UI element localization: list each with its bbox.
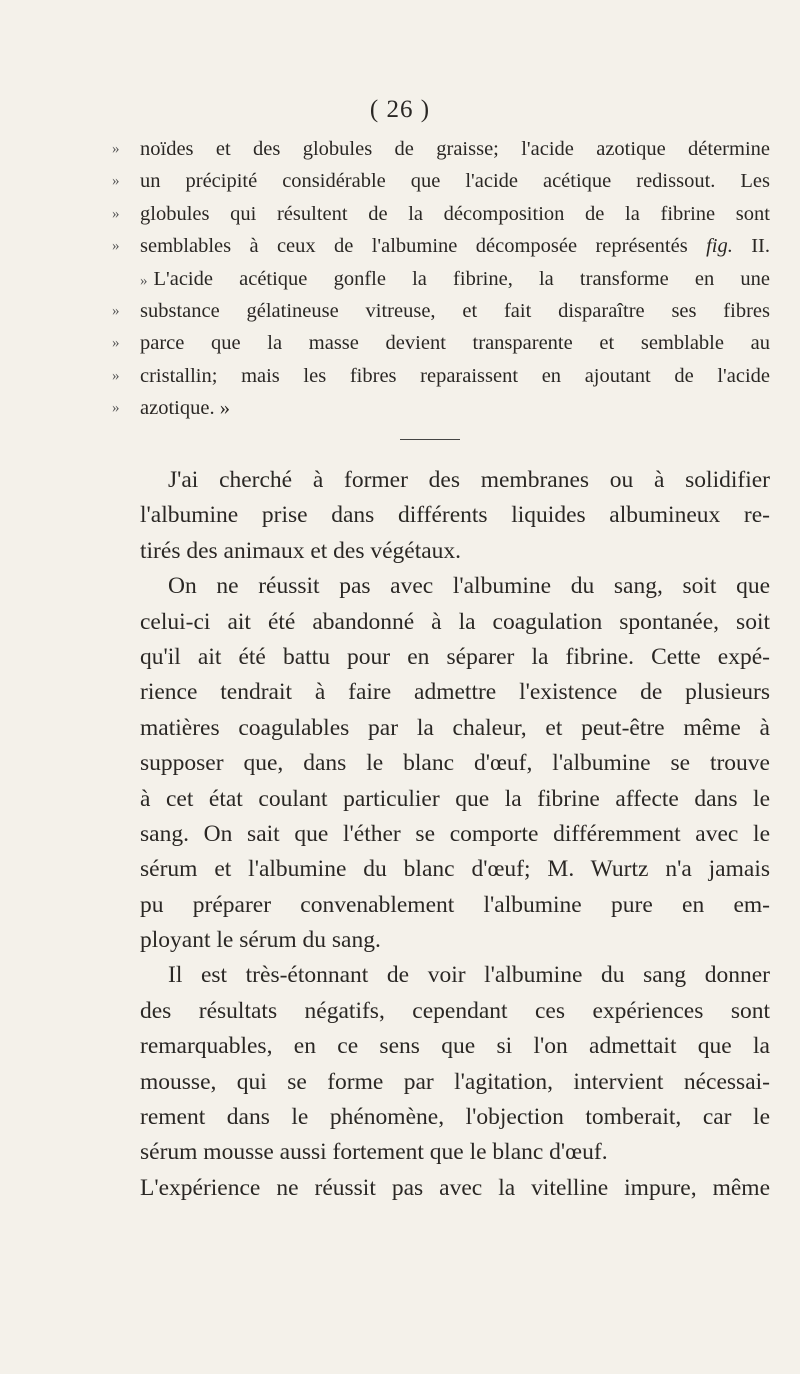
quote-line-text: parce que la masse devient transparente et semblable au [140, 332, 770, 355]
paragraph-line: tirés des animaux et des végétaux. [140, 537, 462, 564]
page-number: ( 26 ) [369, 96, 431, 123]
paragraph-line: supposer que, dans le blanc d'œuf, l'albumine se trouve [140, 750, 770, 777]
paragraph-line: qu'il ait été battu pour en séparer la fibrine. Cette expé- [140, 643, 770, 670]
quote-line [112, 327, 770, 359]
quote-line [112, 133, 770, 165]
figure-reference: fig. [706, 235, 733, 258]
paragraph-line: rement dans le phénomène, l'objection tomberait, car le [140, 1104, 770, 1131]
quote-mark: » [112, 141, 120, 157]
quote-line-text: semblables à ceux de l'albumine décomposée représentés [140, 235, 707, 258]
quote-line-text: substance gélatineuse vitreuse, et fait disparaître ses fibres [140, 299, 770, 322]
paragraph-line: mousse, qui se forme par l'agitation, intervient nécessai- [140, 1068, 770, 1095]
quote-line-text: globules qui résultent de la décomposition de la fibrine sont [140, 202, 770, 225]
quote-line [112, 230, 770, 262]
quote-line-text: azotique. » [140, 397, 230, 420]
paragraph-line: des résultats négatifs, cependant ces expériences sont [140, 997, 770, 1024]
quote-line-text: un précipité considérable que l'acide acétique redissout. Les [140, 170, 770, 193]
paragraph-line: ployant le sérum du sang. [140, 927, 381, 954]
paragraph-line: l'albumine prise dans différents liquides albumineux re- [140, 502, 770, 529]
quote-line-text: cristallin; mais les fibres reparaissent en ajoutant de l'acide [140, 364, 770, 387]
quote-line-text: L'acide acétique gonfle la fibrine, la transforme en une [153, 267, 770, 290]
quote-mark: » [112, 205, 120, 222]
quote-line [112, 198, 770, 230]
quote-line [112, 165, 770, 197]
paragraph-line: rience tendrait à faire admettre l'existence de plusieurs [140, 679, 770, 706]
paragraph-line: matières coagulables par la chaleur, et peut-être même à [140, 714, 770, 741]
quote-mark: » [140, 272, 148, 289]
paragraph-line: L'expérience ne réussit pas avec la vitelline impure, même [140, 1174, 770, 1201]
quote-line [140, 263, 770, 295]
paragraph-line: pu préparer convenablement l'albumine pure en em- [140, 891, 770, 918]
quote-line [112, 295, 770, 327]
paragraph-line: sérum et l'albumine du blanc d'œuf; M. Wurtz n'a jamais [140, 856, 770, 883]
paragraph-line: J'ai cherché à former des membranes ou à solidifier [168, 467, 770, 493]
paragraph-line: celui-ci ait été abandonné à la coagulation spontanée, soit [140, 608, 770, 635]
quote-mark: » [112, 238, 120, 255]
quote-line [112, 392, 770, 424]
quote-mark: » [112, 173, 120, 190]
quote-mark: » [112, 400, 120, 417]
quote-mark: » [112, 335, 120, 352]
quote-line [112, 360, 770, 392]
section-divider [400, 439, 460, 440]
paragraph-line: Il est très-étonnant de voir l'albumine du sang donner [168, 962, 770, 989]
paragraph-line: sang. On sait que l'éther se comporte différemment avec le [140, 820, 770, 847]
quote-mark: » [112, 302, 120, 319]
paragraph-line: sérum mousse aussi fortement que le blanc d'œuf. [140, 1139, 608, 1166]
quote-line-text: II. [732, 235, 770, 258]
quote-mark: » [112, 367, 120, 384]
paragraph-line: On ne réussit pas avec l'albumine du sang, soit que [168, 573, 770, 600]
quote-line-text: noïdes et des globules de graisse; l'acide azotique détermine [140, 138, 770, 160]
body-text [140, 463, 770, 1206]
paragraph-line: à cet état coulant particulier que la fibrine affecte dans le [140, 785, 770, 812]
paragraph-line: remarquables, en ce sens que si l'on admettait que la [140, 1033, 770, 1060]
quoted-passage [112, 133, 770, 425]
